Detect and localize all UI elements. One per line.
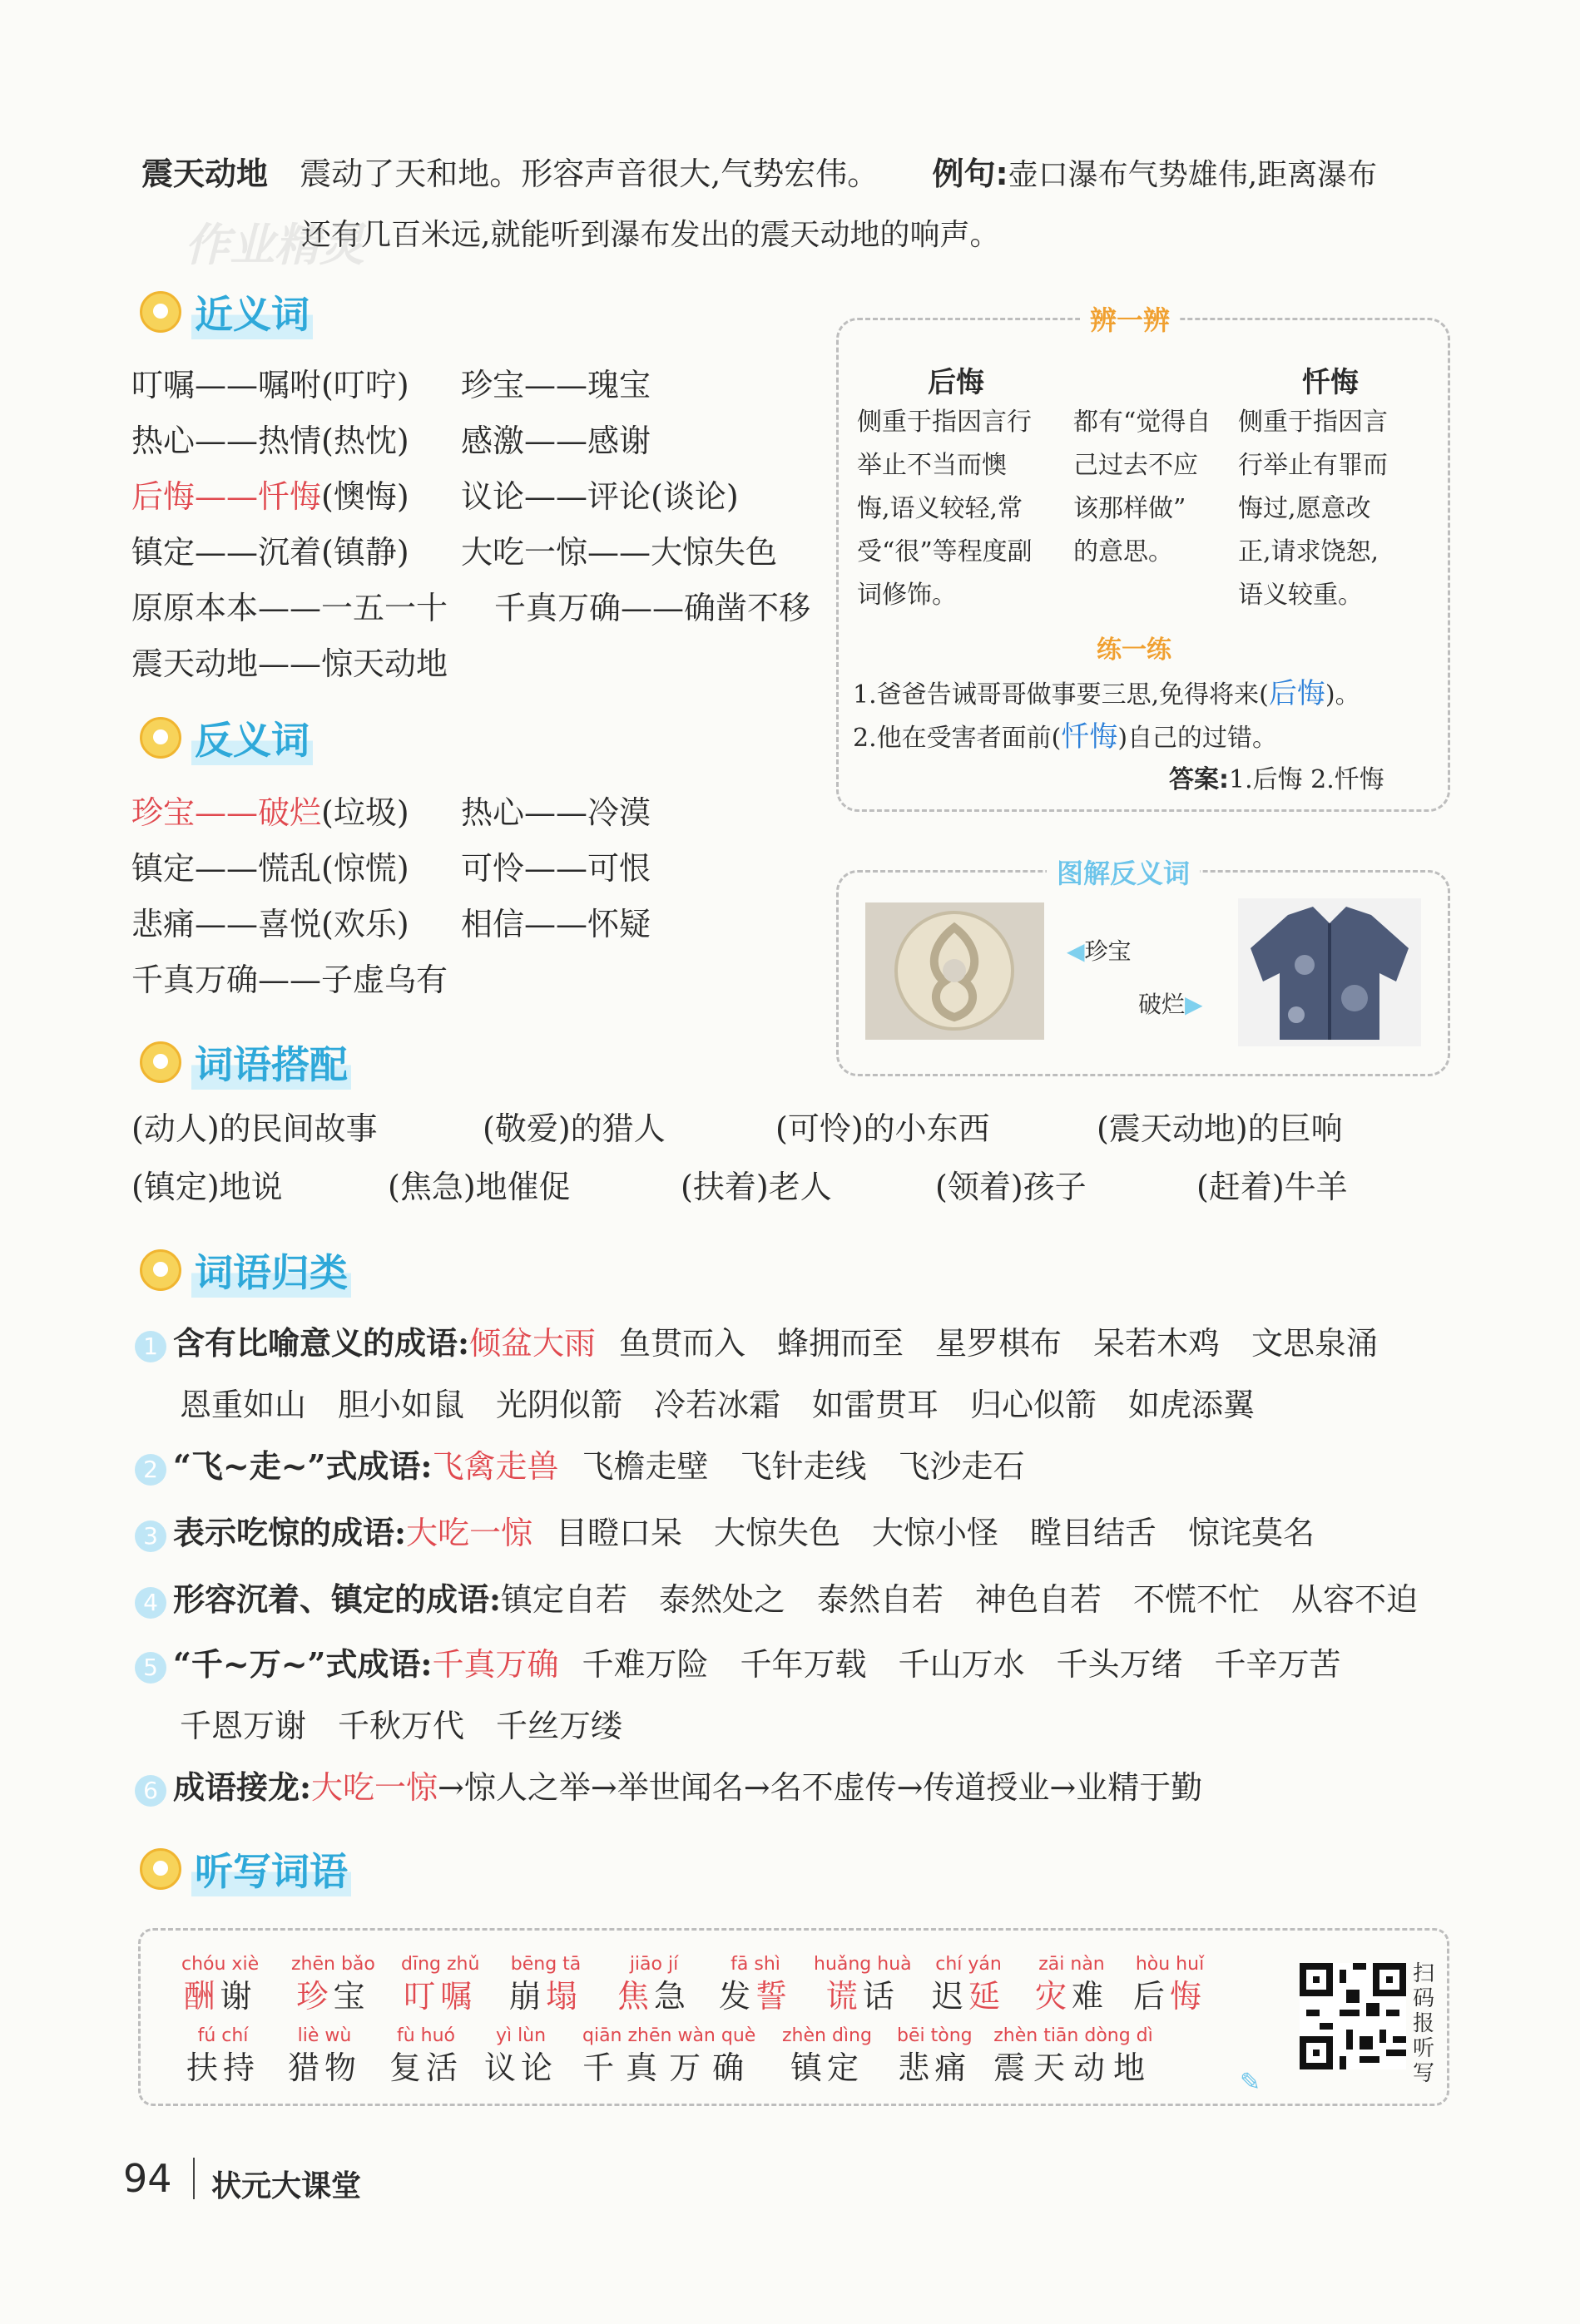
synonyms-header xyxy=(140,283,313,341)
collocation-header xyxy=(140,1033,351,1091)
compare-right-head: 忏悔 xyxy=(1302,366,1359,399)
antonyms-title: 反义词 xyxy=(191,710,313,765)
antonym-row: 相信——怀疑 xyxy=(461,906,651,942)
rags-caption: 破烂▶ xyxy=(1138,991,1203,1018)
antonym-row: 千真万确——子虚乌有 xyxy=(131,962,448,998)
picture-box-label: 图解反义词 xyxy=(1047,853,1200,891)
dictation-word: liè wù 猎物 xyxy=(288,2025,362,2086)
classify-item-4: 4 形容沉着、镇定的成语:镇定自若 泰然处之 泰然自若 神色自若 不慌不忙 从容不迫 xyxy=(135,1579,1418,1620)
collocation-item: (领着)孩子 xyxy=(935,1169,1087,1205)
number-badge: 6 xyxy=(135,1775,166,1807)
number-badge: 5 xyxy=(135,1652,166,1684)
practice-answers: 答案:1.后悔 2.忏悔 xyxy=(1169,765,1384,794)
synonym-row-highlight: 后悔——忏悔(懊悔) xyxy=(131,478,409,515)
collocation-item: (震天动地)的巨响 xyxy=(1097,1110,1343,1147)
synonym-row: 议论——评论(谈论) xyxy=(461,478,739,515)
qr-caption: 扫码报听写 xyxy=(1413,1961,1435,2086)
classify-item-5-cont: 千恩万谢 千秋万代 千丝万缕 xyxy=(180,1708,623,1744)
dictation-word: hòu huǐ 后悔 xyxy=(1133,1954,1207,2015)
antonym-row: 热心——冷漠 xyxy=(461,794,651,831)
dictation-word: fù huó 复活 xyxy=(389,2025,463,2086)
dictation-word: chóu xiè 酬谢 xyxy=(181,1954,260,2015)
intro-line-1 xyxy=(141,153,1377,196)
antonym-row: 珍宝——破烂(垃圾) xyxy=(131,794,409,831)
dictation-word: zhēn bǎo 珍宝 xyxy=(291,1954,375,2015)
antonyms-header xyxy=(140,709,313,767)
collocation-item: (可怜)的小东西 xyxy=(775,1110,990,1147)
clock-icon xyxy=(140,717,181,759)
practice-question-1: 1.爸爸告诫哥哥做事要三思,免得将来(后悔)。 xyxy=(853,677,1360,710)
compare-box-label: 辨一辨 xyxy=(1080,299,1180,338)
synonym-row: 震天动地——惊天动地 xyxy=(131,645,448,682)
collocation-item: (动人)的民间故事 xyxy=(131,1110,378,1147)
compare-left-head: 后悔 xyxy=(928,366,984,399)
watermark-logo: 作业精灵 xyxy=(185,219,364,271)
dictation-word: dīng zhǔ 叮嘱 xyxy=(401,1954,480,2015)
classify-item-1: 1 含有比喻意义的成语:倾盆大雨 鱼贯而入 蜂拥而至 星罗棋布 呆若木鸡 文思泉涌 xyxy=(135,1323,1378,1364)
intro-term: 震天动地 xyxy=(141,156,269,192)
qr-code-icon[interactable] xyxy=(1300,1963,1406,2069)
collocation-item: (敬爱)的猎人 xyxy=(483,1110,666,1147)
synonym-row: 叮嘱——嘱咐(叮咛) xyxy=(131,367,409,403)
classify-item-2: 2 “飞~走~”式成语:飞禽走兽 飞檐走壁 飞针走线 飞沙走石 xyxy=(135,1446,1024,1487)
ragged-jacket-image xyxy=(1238,898,1421,1046)
dictation-word: chí yán 迟延 xyxy=(932,1954,1006,2015)
answer-fill: 后悔 xyxy=(1268,677,1325,710)
dictation-word: zhèn dìng 镇定 xyxy=(782,2025,872,2086)
number-badge: 3 xyxy=(135,1520,166,1552)
synonym-row: 珍宝——瑰宝 xyxy=(461,367,651,403)
synonym-row: 热心——热情(热忱) xyxy=(131,423,409,459)
compare-middle-text: 都有“觉得自 己过去不应 该那样做” 的意思。 xyxy=(1073,408,1211,566)
classify-item-3: 3 表示吃惊的成语:大吃一惊 目瞪口呆 大惊失色 大惊小怪 瞠目结舌 惊诧莫名 xyxy=(135,1512,1315,1554)
synonym-row: 大吃一惊——大惊失色 xyxy=(461,534,778,571)
dictation-word: jiāo jí 焦急 xyxy=(617,1954,691,2015)
dictation-word: zāi nàn 灾难 xyxy=(1035,1954,1109,2015)
antonym-row: 悲痛——喜悦(欢乐) xyxy=(131,906,409,942)
collocation-item: (镇定)地说 xyxy=(131,1169,283,1205)
answer-fill: 忏悔 xyxy=(1061,720,1118,754)
practice-question-2: 2.他在受害者面前(忏悔)自己的过错。 xyxy=(853,720,1278,754)
dictation-word: yì lùn 议论 xyxy=(484,2025,558,2086)
number-badge: 1 xyxy=(135,1331,166,1362)
synonyms-title: 近义词 xyxy=(191,284,313,339)
dictation-word: bēi tòng 悲痛 xyxy=(897,2025,973,2086)
classify-title: 词语归类 xyxy=(191,1243,351,1298)
dictation-word: bēng tā 崩塌 xyxy=(509,1954,583,2015)
example-label: 例句: xyxy=(932,156,1008,192)
example-line-1: 壶口瀑布气势雄伟,距离瀑布 xyxy=(1008,158,1378,192)
intro-definition: 震动了天和地。形容声音很大,气势宏伟。 xyxy=(300,156,879,192)
collocation-item: (焦急)地催促 xyxy=(388,1169,571,1205)
clock-icon xyxy=(140,1041,181,1083)
book-title: 状元大课堂 xyxy=(211,2168,362,2203)
clock-icon xyxy=(140,1848,181,1890)
footer-divider xyxy=(193,2158,195,2199)
synonym-row: 镇定——沉着(镇静) xyxy=(131,534,409,571)
classify-item-5: 5 “千~万~”式成语:千真万确 千难万险 千年万载 千山万水 千头万绪 千辛万苦 xyxy=(135,1644,1340,1685)
dictation-title: 听写词语 xyxy=(191,1842,351,1896)
page-number: 94 xyxy=(123,2156,172,2201)
classify-item-1-cont: 恩重如山 胆小如鼠 光阴似箭 冷若冰霜 如雷贯耳 归心似箭 如虎添翼 xyxy=(180,1387,1256,1423)
treasure-caption: ◀珍宝 xyxy=(1067,937,1132,965)
dictation-word: qiān zhēn wàn què 千真万确 xyxy=(582,2025,756,2086)
clock-icon xyxy=(140,1249,181,1291)
dictation-word: fā shì 发誓 xyxy=(719,1954,793,2015)
number-badge: 4 xyxy=(135,1587,166,1619)
practice-label: 练一练 xyxy=(1097,635,1171,665)
collocation-item: (扶着)老人 xyxy=(681,1169,832,1205)
example-line-2: 还有几百米远,就能听到瀑布发出的震天动地的响声。 xyxy=(301,218,1000,252)
antonym-row: 可怜——可恨 xyxy=(461,850,651,887)
synonym-row: 原原本本——一五一十 xyxy=(131,590,448,626)
jade-treasure-image xyxy=(865,902,1044,1040)
antonym-row: 镇定——慌乱(惊慌) xyxy=(131,850,409,887)
classify-item-6: 6 成语接龙:大吃一惊→惊人之举→举世闻名→名不虚传→传道授业→业精于勤 xyxy=(135,1767,1202,1808)
classify-header xyxy=(140,1241,351,1299)
dictation-word: fú chí 扶持 xyxy=(186,2025,260,2086)
synonym-row: 感激——感谢 xyxy=(461,423,651,459)
dictation-word: huǎng huà 谎话 xyxy=(814,1954,912,2015)
synonym-row: 千真万确——确凿不移 xyxy=(494,590,811,626)
compare-right-text: 侧重于指因言 行举止有罪而 悔过,愿意改 正,请求饶恕, 语义较重。 xyxy=(1238,408,1388,610)
clock-icon xyxy=(140,291,181,333)
number-badge: 2 xyxy=(135,1454,166,1486)
compare-left-text: 侧重于指因言行 举止不当而懊 悔,语义较轻,常 受“很”等程度副 词修饰。 xyxy=(857,408,1033,610)
collocation-item: (赶着)牛羊 xyxy=(1196,1169,1348,1205)
pen-doodle-icon: ✎ xyxy=(1240,2068,1261,2097)
dictation-header xyxy=(140,1840,351,1898)
dictation-word: zhèn tiān dòng dì 震天动地 xyxy=(993,2025,1154,2086)
collocation-title: 词语搭配 xyxy=(191,1035,351,1090)
